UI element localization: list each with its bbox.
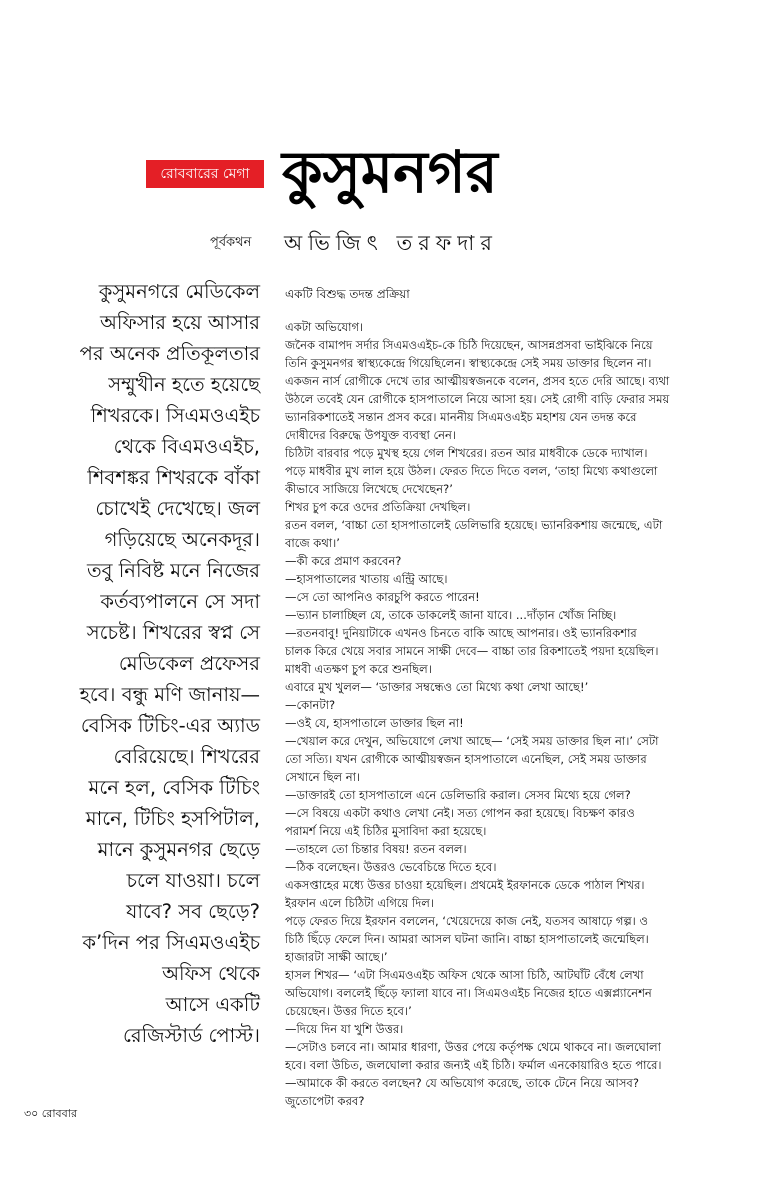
pull-quote-line: গড়িয়েছে অনেকদূর। — [104, 528, 260, 551]
story-line: শিখর চুপ করে ওদের প্রতিক্রিয়া দেখছিল। — [285, 500, 471, 514]
story-line: দোষীদের বিরুদ্ধে উপযুক্ত ব্যবস্থা নেন। — [285, 428, 457, 442]
story-line: মাধবী এতক্ষণ চুপ করে শুনছিল। — [285, 662, 432, 676]
chapter-subheading: একটি বিশুদ্ধ তদন্ত প্রক্রিয়া — [285, 287, 410, 301]
story-line: এবারে মুখ খুলল— ‘ডাক্তার সম্বন্ধেও তো মিথ্যে কথা লেখা আছে!’ — [285, 680, 589, 694]
story-line: —কী করে প্রমাণ করবেন? — [285, 554, 402, 568]
story-line: সেখানে ছিল না। — [285, 770, 361, 784]
story-line: —খেয়াল করে দেখুন, অভিযোগে লেখা আছে— ‘সেই সময় ডাক্তার ছিল না।’ সেটা — [285, 734, 659, 748]
story-line: বাজে কথা।’ — [285, 536, 340, 550]
pull-quote-line: বেসিক টিচিং-এর অ্যাড — [80, 714, 260, 737]
pull-quote-line: মেডিকেল প্রফেসর — [118, 652, 260, 675]
story-line: চিঠি ছিঁড়ে ফেলে দিন। আমরা আসল ঘটনা জানি। বাচ্চা হাসপাতালেই জন্মেছিল। — [285, 932, 649, 946]
pull-quote-line: কর্তব্যপালনে সে সদা — [100, 590, 260, 613]
story-line: কীভাবে সাজিয়ে লিখেছে দেখেছেন?’ — [285, 482, 453, 496]
story-line: পড়ে মাধবীর মুখ লাল হয়ে উঠল। ফেরত দিতে দিতে বলল, ‘তাহা মিথ্যে কথাগুলো — [285, 464, 658, 478]
section-badge: রোববারের মেগা — [146, 160, 264, 188]
pull-quote-line: থেকে বিএমওএইচ, — [113, 435, 260, 458]
story-line: —তাহলে তো চিন্তার বিষয়! রতন বলল। — [285, 842, 467, 856]
story-line: —সে তো আপনিও কারচুপি করতে পারেন! — [285, 590, 480, 604]
pull-quote-line: সচেষ্ট। শিখরের স্বপ্ন সে — [86, 621, 260, 644]
author-name: অভিজিৎ তরফদার — [284, 231, 498, 255]
pull-quote-line: সম্মুখীন হতে হয়েছে — [108, 373, 260, 396]
story-line: চিঠিটা বারবার পড়ে মুখস্থ হয়ে গেল শিখরের। রতন আর মাধবীকে ডেকে দ্যাখাল। — [285, 446, 648, 460]
story-line: —সে বিষয়ে একটা কথাও লেখা নেই। সত্য গোপন করা হয়েছে। বিচক্ষণ কারও — [285, 806, 635, 820]
pull-quote-line: অফিস থেকে — [162, 962, 260, 985]
story-line: উঠলে তবেই যেন রোগীকে হাসপাতালে নিয়ে আসা হয়। সেই রোগী বাড়ি ফেরার সময় — [285, 392, 670, 406]
story-line: জুতোপেটা করব? — [285, 1094, 365, 1108]
preface-label: পূর্বকথন — [210, 235, 252, 250]
pull-quote-line: মানে কুসুমনগর ছেড়ে — [97, 838, 260, 861]
page-folio: ৩০ রোববার — [24, 1107, 77, 1120]
story-line: রতন বলল, ‘বাচ্চা তো হাসপাতালেই ডেলিভারি হয়েছে। ভ্যানরিকশায় জন্মেছে, এটা — [285, 518, 663, 532]
pull-quote-line: মানে, টিচিং হসপিটাল, — [85, 807, 260, 830]
story-line: —ঠিক বলেছেন। উত্তরও ভেবেচিন্তে দিতে হবে। — [285, 860, 497, 874]
story-body — [285, 318, 725, 1110]
story-line: —ডাক্তারই তো হাসপাতালে এনে ডেলিভারি করাল। সেসব মিথ্যে হয়ে গেল? — [285, 788, 631, 802]
pull-quote-line: শিখরকে। সিএমওএইচ — [90, 404, 260, 427]
story-line: —হাসপাতালের খাতায় এন্ট্রি আছে। — [285, 572, 448, 586]
pull-quote-line: অফিসার হয়ে আসার — [100, 311, 260, 334]
story-line: হাসল শিখর— ‘এটা সিএমওএইচ অফিস থেকে আসা চিঠি, আটঘাঁট বেঁধে লেখা — [285, 968, 644, 982]
story-title: কুসুমনগর — [282, 138, 498, 206]
story-line: একসপ্তাহের মধ্যে উত্তর চাওয়া হয়েছিল। প্রথমেই ইরফানকে ডেকে পাঠাল শিখর। — [285, 878, 645, 892]
story-line: ভ্যানরিকশাতেই সন্তান প্রসব করে। মাননীয় সিএমওএইচ মহাশয় যেন তদন্ত করে — [285, 410, 637, 424]
pull-quote-line: চোখেই দেখেছে। জল — [95, 497, 260, 520]
story-line: চেয়েছেন। উত্তর দিতে হবে।’ — [285, 1004, 412, 1018]
pull-quote-line: হবে। বন্ধু মণি জানায়— — [79, 683, 260, 706]
story-line: হবে। বলা উচিত, জলঘোলা করার জন্যই এই চিঠি। ফর্মাল এনকোয়ারিও হতে পারে। — [285, 1058, 662, 1072]
pull-quote-line: রেজিস্টার্ড পোস্ট। — [122, 1024, 260, 1047]
pull-quote-line: কুসুমনগরে মেডিকেল — [98, 280, 260, 303]
story-line: অভিযোগ। বললেই ছিঁড়ে ফ্যালা যাবে না। সিএমওএইচ নিজের হাতে এক্সপ্ল্যানেশন — [285, 986, 652, 1000]
story-line: ইরফান এলে চিঠিটা এগিয়ে দিল। — [285, 896, 434, 910]
pull-quote-line: শিবশঙ্কর শিখরকে বাঁকা — [87, 466, 260, 489]
story-line: তিনি কুসুমনগর স্বাস্থ্যকেন্দ্রে গিয়েছিলেন। স্বাস্থ্যকেন্দ্রে সেই সময় ডাক্তার ছিলেন না। — [285, 356, 652, 370]
story-line: পড়ে ফেরত দিয়ে ইরফান বললেন, ‘খেয়েদেয়ে কাজ নেই, যতসব আষাঢ়ে গল্প। ও — [285, 914, 648, 928]
story-line: —সেটাও চলবে না। আমার ধারণা, উত্তর পেয়ে কর্তৃপক্ষ থেমে থাকবে না। জলঘোলা — [285, 1040, 661, 1054]
story-line: চালক কিরে খেয়ে সবার সামনে সাক্ষী দেবে— বাচ্চা তার রিকশাতেই পয়দা হয়েছিল। — [285, 644, 659, 658]
story-line: —কোনটা? — [285, 698, 336, 712]
story-line: তো সত্যি। যখন রোগীকে আত্মীয়স্বজন হাসপাতালে এনেছিল, সেই সময় ডাক্তার — [285, 752, 647, 766]
pull-quote-line: ক’দিন পর সিএমওএইচ — [82, 931, 260, 954]
story-line: —রতনবাবু! দুনিয়াটাকে এখনও চিনতে বাকি আছে আপনার। ওই ভ্যানরিকশার — [285, 626, 637, 640]
pull-quote-line: আসে একটি — [165, 993, 260, 1016]
story-line: —দিয়ে দিন যা খুশি উত্তর। — [285, 1022, 404, 1036]
story-line: —ওই যে, হাসপাতালে ডাক্তার ছিল না! — [285, 716, 464, 730]
pull-quote-line: পর অনেক প্রতিকূলতার — [79, 342, 260, 365]
story-line: —আমাকে কী করতে বলছেন? যে অভিযোগ করেছে, তাকে টেনে নিয়ে আসব? — [285, 1076, 639, 1090]
pull-quote-line: মনে হল, বেসিক টিচিং — [88, 776, 260, 799]
story-line: পরামর্শ নিয়ে এই চিঠির মুসাবিদা করা হয়েছে। — [285, 824, 487, 838]
story-line: একজন নার্স রোগীকে দেখে তার আত্মীয়স্বজনকে বলেন, প্রসব হতে দেরি আছে। ব্যথা — [285, 374, 670, 388]
pull-quote-line: বেরিয়েছে। শিখরের — [113, 745, 260, 768]
story-line: একটা অভিযোগ। — [285, 320, 364, 334]
story-line: —ভ্যান চালাচ্ছিল যে, তাকে ডাকলেই জানা যাবে। ...দাঁড়ান খোঁজ নিচ্ছি। — [285, 608, 617, 622]
story-line: হাজারটা সাক্ষী আছে।’ — [285, 950, 388, 964]
pull-quote-line: তবু নিবিষ্ট মনে নিজের — [87, 559, 260, 582]
pull-quote-line: যাবে? সব ছেড়ে? — [126, 900, 260, 923]
pull-quote-line: চলে যাওয়া। চলে — [126, 869, 260, 892]
story-line: জনৈক বামাপদ সর্দার সিএমওএইচ-কে চিঠি দিয়েছেন, আসন্নপ্রসবা ভাইঝিকে নিয়ে — [285, 338, 653, 352]
pull-quote — [50, 276, 260, 1051]
